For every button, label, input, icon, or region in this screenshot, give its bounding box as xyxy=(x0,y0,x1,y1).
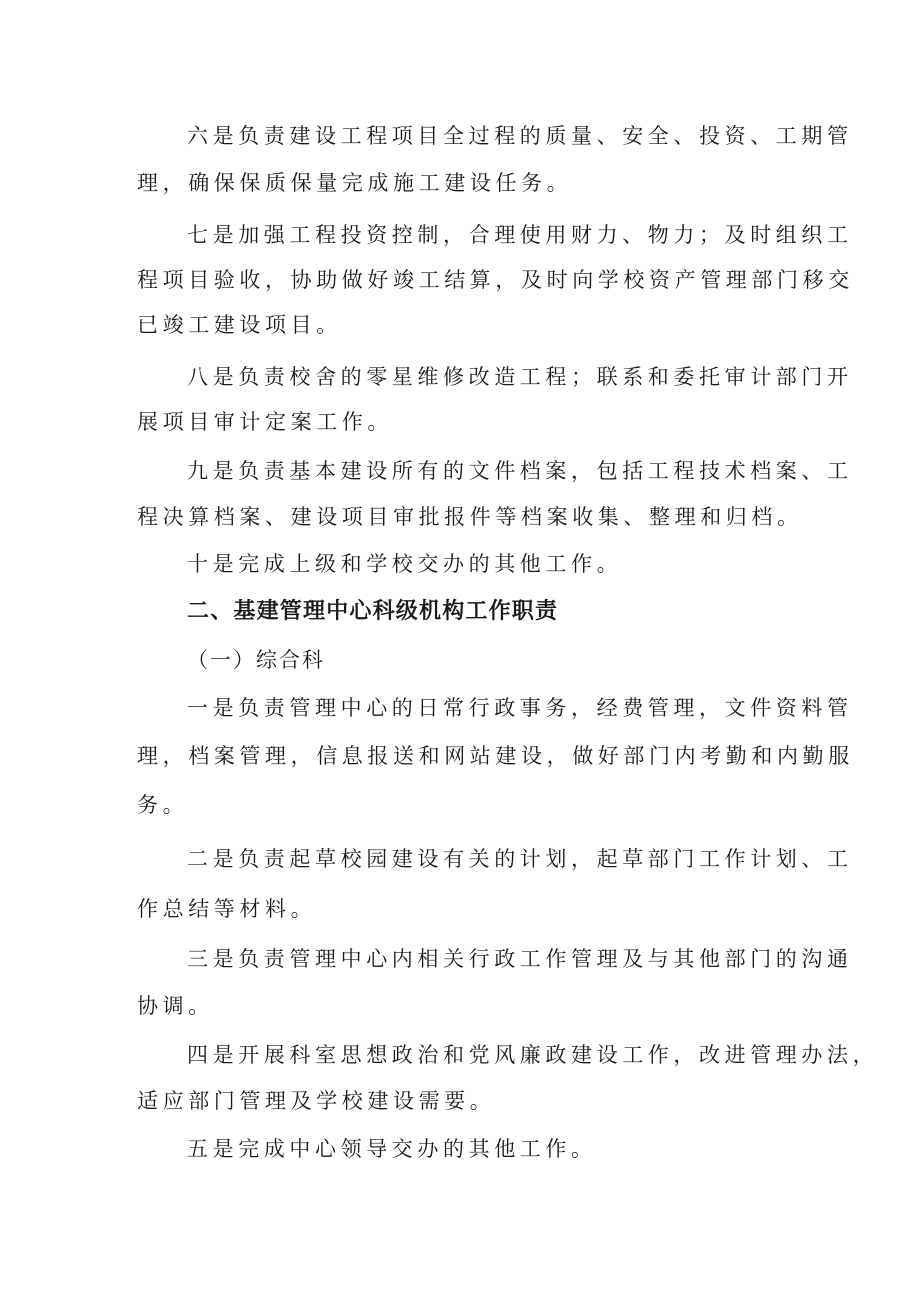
item1-line1: 一是负责管理中心的日常行政事务，经费管理，文件资料管 xyxy=(187,696,853,720)
para7-line3: 已竣工建设项目。 xyxy=(137,313,342,337)
para7-line1: 七是加强工程投资控制，合理使用财力、物力；及时组织工 xyxy=(187,223,853,247)
para9-line2: 程决算档案、建设项目审批报件等档案收集、整理和归档。 xyxy=(137,505,803,529)
item5-line1: 五是完成中心领导交办的其他工作。 xyxy=(187,1137,597,1161)
section-heading: 二、基建管理中心科级机构工作职责 xyxy=(187,599,559,624)
item2-line2: 作总结等材料。 xyxy=(137,897,317,921)
item2-line1: 二是负责起草校园建设有关的计划，起草部门工作计划、工 xyxy=(187,847,853,871)
para9-line1: 九是负责基本建设所有的文件档案，包括工程技术档案、工 xyxy=(187,459,853,483)
para8-line1: 八是负责校舍的零星维修改造工程；联系和委托审计部门开 xyxy=(187,365,853,389)
item3-line2: 协调。 xyxy=(137,994,214,1018)
para8-line2: 展项目审计定案工作。 xyxy=(137,410,393,434)
item3-line1: 三是负责管理中心内相关行政工作管理及与其他部门的沟通 xyxy=(187,947,853,971)
para6-line2: 理，确保保质保量完成施工建设任务。 xyxy=(137,171,573,195)
para7-line2: 程项目验收，协助做好竣工结算，及时向学校资产管理部门移交 xyxy=(137,268,854,292)
subsection-heading: （一）综合科 xyxy=(187,648,325,672)
item4-line1: 四是开展科室思想政治和党风廉政建设工作，改进管理办法， xyxy=(187,1043,879,1067)
para6-line1: 六是负责建设工程项目全过程的质量、安全、投资、工期管 xyxy=(187,124,853,148)
item1-line3: 务。 xyxy=(137,793,189,817)
item4-line2: 适应部门管理及学校建设需要。 xyxy=(137,1089,496,1113)
item1-line2: 理，档案管理，信息报送和网站建设，做好部门内考勤和内勤服 xyxy=(137,744,854,768)
para10-line1: 十是完成上级和学校交办的其他工作。 xyxy=(187,552,623,576)
